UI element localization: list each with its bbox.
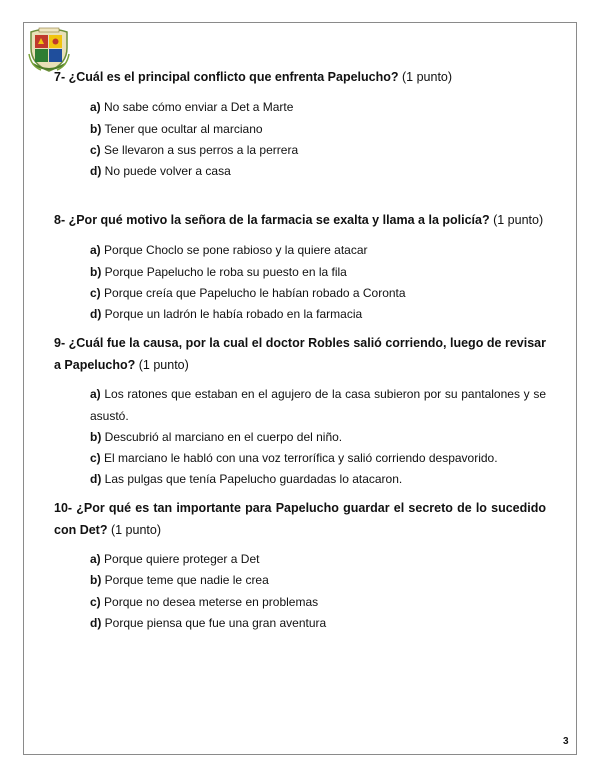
- question-8-option-b: b) Porque Papelucho le roba su puesto en la fila: [90, 265, 347, 279]
- page-number: 3: [563, 736, 569, 747]
- question-8-title: 8- ¿Por qué motivo la señora de la farmacia se exalta y llama a la policía? (1 punto): [54, 213, 544, 227]
- question-8-option-d: d) Porque un ladrón le había robado en la farmacia: [90, 307, 363, 321]
- question-points: (1 punto): [493, 213, 544, 227]
- question-10-option-b: b) Porque teme que nadie le crea: [90, 573, 269, 587]
- question-10-option-a: a) Porque quiere proteger a Det: [90, 552, 260, 566]
- question-9-option-c: c) El marciano le habló con una voz terrorífica y salió corriendo despavorido.: [90, 451, 498, 465]
- question-7-option-b: b) Tener que ocultar al marciano: [90, 122, 263, 136]
- question-8-option-a: a) Porque Choclo se pone rabioso y la quiere atacar: [90, 243, 368, 257]
- question-10-title: 10- ¿Por qué es tan importante para Papelucho guardar el secreto de lo sucedido con Det? (1 punto): [54, 501, 546, 537]
- question-points: (1 punto): [138, 358, 189, 372]
- question-9-title: 9- ¿Cuál fue la causa, por la cual el doctor Robles salió corriendo, luego de revisar a Papelucho? (1 punto): [54, 336, 546, 372]
- question-points: (1 punto): [402, 70, 453, 84]
- question-7-title: 7- ¿Cuál es el principal conflicto que enfrenta Papelucho? (1 punto): [54, 70, 453, 84]
- question-9-option-d: d) Las pulgas que tenía Papelucho guardadas lo atacaron.: [90, 472, 403, 486]
- question-7-option-c: c) Se llevaron a sus perros a la perrera: [90, 143, 299, 157]
- question-9-option-b: b) Descubrió al marciano en el cuerpo del niño.: [90, 430, 343, 444]
- question-7-option-d: d) No puede volver a casa: [90, 164, 231, 178]
- question-9-option-a: a) Los ratones que estaban en el agujero de la casa subieron por su pantalones y se asustó.: [90, 387, 546, 423]
- question-points: (1 punto): [110, 523, 161, 537]
- question-7-option-a: a) No sabe cómo enviar a Det a Marte: [90, 100, 294, 114]
- question-8-option-c: c) Porque creía que Papelucho le habían robado a Coronta: [90, 286, 406, 300]
- question-10-option-d: d) Porque piensa que fue una gran aventura: [90, 616, 327, 630]
- question-10-option-c: c) Porque no desea meterse en problemas: [90, 595, 319, 609]
